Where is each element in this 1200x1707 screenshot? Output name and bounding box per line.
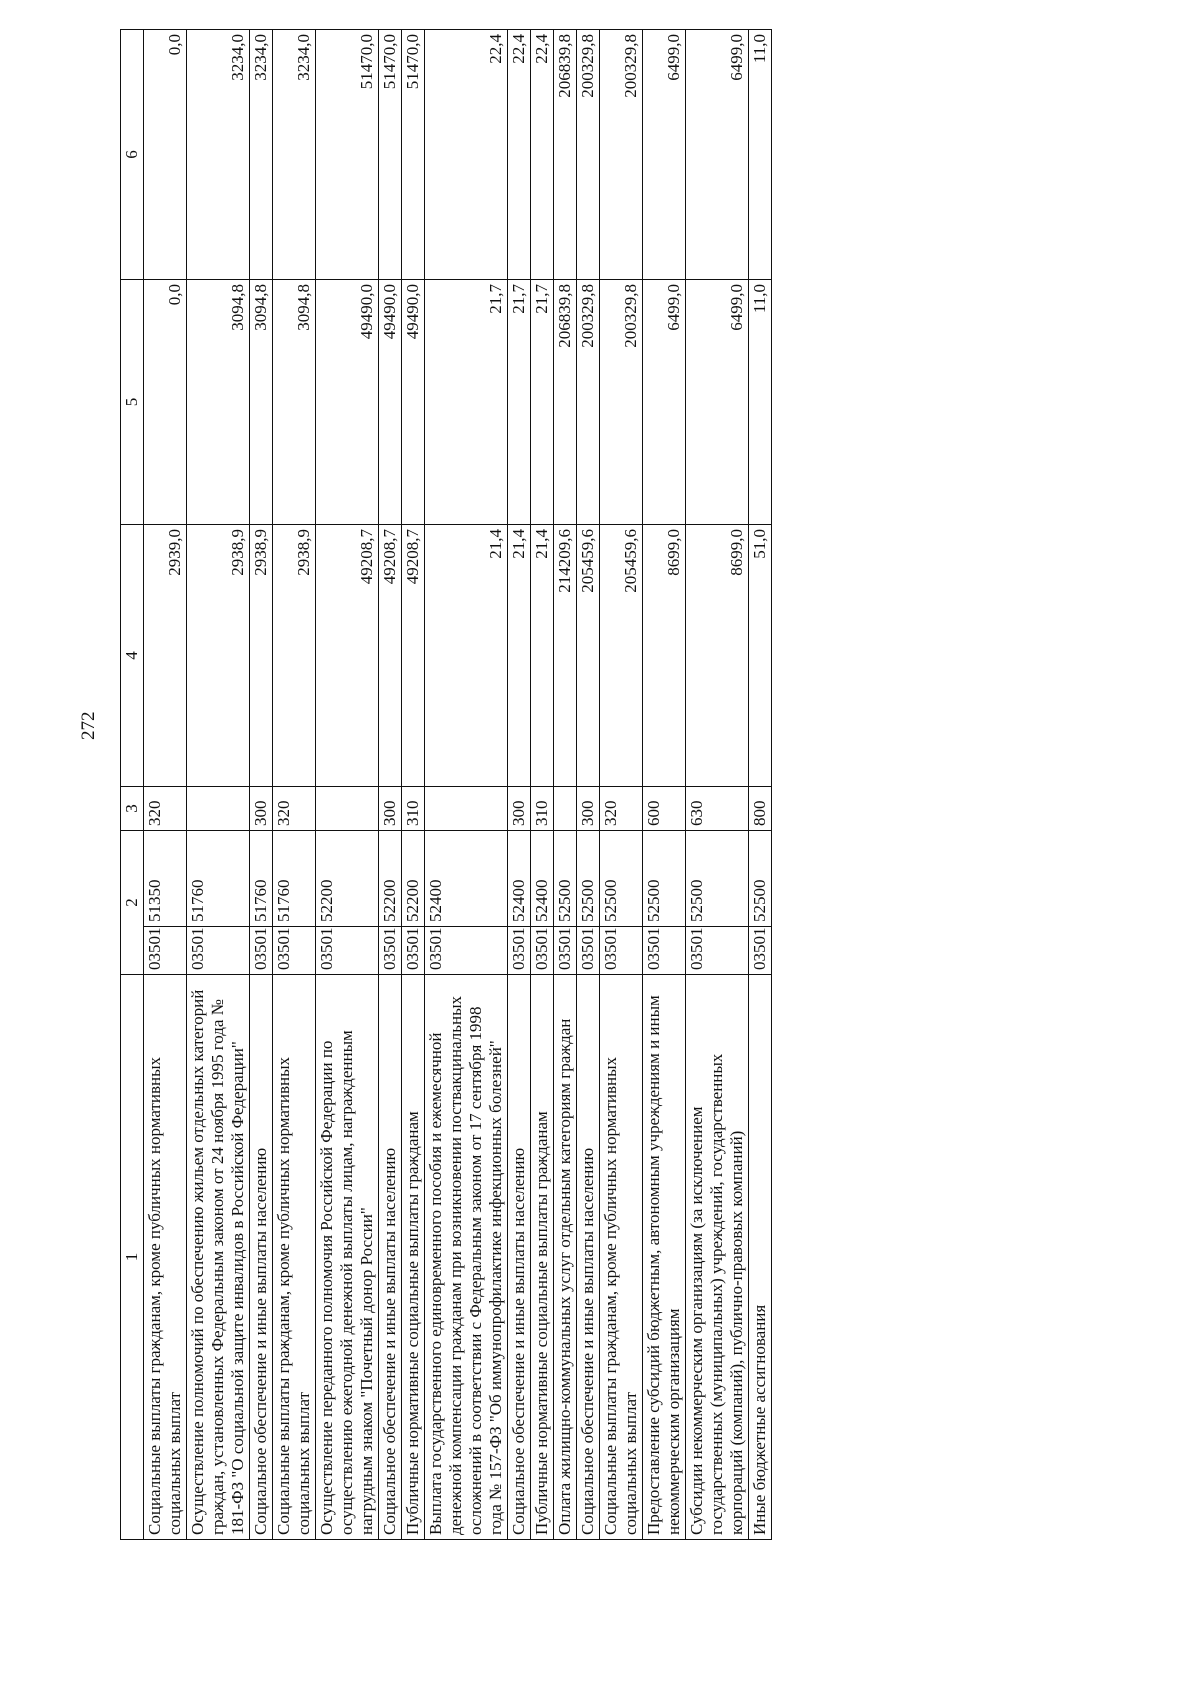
row-type	[187, 787, 250, 831]
row-name: Социальные выплаты гражданам, кроме публичных нормативных социальных выплат	[144, 975, 187, 1540]
row-value-6: 200329,8	[600, 30, 643, 280]
row-type: 320	[600, 787, 643, 831]
row-section: 03501	[531, 927, 554, 975]
table-row	[531, 30, 554, 1540]
table-row	[749, 30, 772, 1540]
table-row	[643, 30, 686, 1540]
header-col-2: 2	[121, 831, 144, 975]
row-section: 03501	[316, 927, 379, 975]
table-row	[187, 30, 250, 1540]
row-type: 300	[379, 787, 402, 831]
row-value-6: 200329,8	[577, 30, 600, 280]
row-value-6: 6499,0	[643, 30, 686, 280]
row-value-6: 0,0	[144, 30, 187, 280]
row-value-4: 2939,0	[144, 525, 187, 787]
row-value-4: 205459,6	[577, 525, 600, 787]
row-value-5: 206839,8	[554, 280, 577, 525]
row-value-4: 21,4	[508, 525, 531, 787]
row-name: Оплата жилищно-коммунальных услуг отдельным категориям граждан	[554, 975, 577, 1540]
row-code: 52500	[554, 831, 577, 927]
row-code: 51760	[273, 831, 316, 927]
table-row	[379, 30, 402, 1540]
table-row	[554, 30, 577, 1540]
row-code: 52400	[425, 831, 508, 927]
row-type: 800	[749, 787, 772, 831]
row-type	[425, 787, 508, 831]
row-value-6: 3234,0	[187, 30, 250, 280]
row-code: 52500	[577, 831, 600, 927]
table-row	[600, 30, 643, 1540]
row-code: 52500	[686, 831, 749, 927]
row-section: 03501	[144, 927, 187, 975]
row-code: 52500	[643, 831, 686, 927]
row-code: 52500	[749, 831, 772, 927]
row-value-4: 2938,9	[273, 525, 316, 787]
page-number: 272	[78, 711, 99, 740]
table-row	[508, 30, 531, 1540]
row-value-6: 22,4	[531, 30, 554, 280]
row-value-4: 49208,7	[402, 525, 425, 787]
row-name: Социальное обеспечение и иные выплаты населению	[379, 975, 402, 1540]
row-value-6: 6499,0	[686, 30, 749, 280]
row-value-4: 21,4	[425, 525, 508, 787]
row-code: 52400	[531, 831, 554, 927]
row-code: 52200	[402, 831, 425, 927]
row-type: 300	[577, 787, 600, 831]
row-value-5: 3094,8	[187, 280, 250, 525]
row-name: Субсидии некоммерческим организациям (за исключением государственных (муниципальных) учреждений, государственных корпораций (компаний), публично-правовых компаний)	[686, 975, 749, 1540]
table-row	[250, 30, 273, 1540]
header-col-4: 4	[121, 525, 144, 787]
row-section: 03501	[379, 927, 402, 975]
row-value-6: 3234,0	[250, 30, 273, 280]
table-row	[316, 30, 379, 1540]
row-code: 52400	[508, 831, 531, 927]
row-section: 03501	[250, 927, 273, 975]
row-name: Социальное обеспечение и иные выплаты населению	[577, 975, 600, 1540]
row-value-5: 11,0	[749, 280, 772, 525]
row-value-4: 2938,9	[187, 525, 250, 787]
row-section: 03501	[425, 927, 508, 975]
row-section: 03501	[686, 927, 749, 975]
row-value-4: 8699,0	[643, 525, 686, 787]
row-section: 03501	[402, 927, 425, 975]
row-code: 52200	[379, 831, 402, 927]
row-value-4: 214209,6	[554, 525, 577, 787]
row-value-4: 205459,6	[600, 525, 643, 787]
row-value-5: 21,7	[425, 280, 508, 525]
row-code: 51760	[187, 831, 250, 927]
row-section: 03501	[554, 927, 577, 975]
row-code: 51350	[144, 831, 187, 927]
row-name: Публичные нормативные социальные выплаты гражданам	[402, 975, 425, 1540]
row-name: Публичные нормативные социальные выплаты гражданам	[531, 975, 554, 1540]
row-section: 03501	[643, 927, 686, 975]
table-row	[402, 30, 425, 1540]
row-value-6: 51470,0	[379, 30, 402, 280]
table-row	[577, 30, 600, 1540]
header-col-3: 3	[121, 787, 144, 831]
row-type: 600	[643, 787, 686, 831]
row-code: 52200	[316, 831, 379, 927]
row-name: Осуществление полномочий по обеспечению жильем отдельных категорий граждан, установленных Федеральным законом от 24 ноября 1995 года № 181-ФЗ "О социальной защите инвалидов в Российской Федерации"	[187, 975, 250, 1540]
row-name: Социальные выплаты гражданам, кроме публичных нормативных социальных выплат	[600, 975, 643, 1540]
row-value-4: 8699,0	[686, 525, 749, 787]
row-type	[554, 787, 577, 831]
row-value-4: 21,4	[531, 525, 554, 787]
row-section: 03501	[600, 927, 643, 975]
row-section: 03501	[577, 927, 600, 975]
row-value-5: 6499,0	[643, 280, 686, 525]
row-section: 03501	[749, 927, 772, 975]
row-name: Социальное обеспечение и иные выплаты населению	[508, 975, 531, 1540]
row-value-5: 21,7	[508, 280, 531, 525]
budget-table	[120, 29, 772, 1540]
row-name: Социальные выплаты гражданам, кроме публичных нормативных социальных выплат	[273, 975, 316, 1540]
row-name: Иные бюджетные ассигнования	[749, 975, 772, 1540]
row-value-5: 49490,0	[316, 280, 379, 525]
row-code: 51760	[250, 831, 273, 927]
table-row	[425, 30, 508, 1540]
row-name: Социальное обеспечение и иные выплаты населению	[250, 975, 273, 1540]
row-value-6: 22,4	[508, 30, 531, 280]
row-value-6: 11,0	[749, 30, 772, 280]
row-value-5: 3094,8	[273, 280, 316, 525]
row-value-5: 6499,0	[686, 280, 749, 525]
row-name: Осуществление переданного полномочия Российской Федерации по осуществлению ежегодной денежной выплаты лицам, награжденным нагрудным знаком "Почетный донор России"	[316, 975, 379, 1540]
row-type: 300	[508, 787, 531, 831]
row-value-4: 2938,9	[250, 525, 273, 787]
row-value-5: 0,0	[144, 280, 187, 525]
table-row	[686, 30, 749, 1540]
row-type: 310	[531, 787, 554, 831]
row-value-4: 49208,7	[379, 525, 402, 787]
row-type: 630	[686, 787, 749, 831]
row-name: Предоставление субсидий бюджетным, автономным учреждениям и иным некоммерческим организациям	[643, 975, 686, 1540]
row-value-5: 3094,8	[250, 280, 273, 525]
row-value-4: 49208,7	[316, 525, 379, 787]
row-value-6: 3234,0	[273, 30, 316, 280]
row-code: 52500	[600, 831, 643, 927]
row-type	[316, 787, 379, 831]
rotated-table-container	[120, 30, 1040, 1540]
row-type: 310	[402, 787, 425, 831]
table-row	[144, 30, 187, 1540]
row-section: 03501	[187, 927, 250, 975]
row-value-5: 200329,8	[577, 280, 600, 525]
row-value-5: 200329,8	[600, 280, 643, 525]
row-value-6: 51470,0	[316, 30, 379, 280]
row-value-4: 51,0	[749, 525, 772, 787]
row-value-5: 21,7	[531, 280, 554, 525]
row-value-6: 51470,0	[402, 30, 425, 280]
row-type: 320	[273, 787, 316, 831]
header-row	[121, 30, 144, 1540]
row-name: Выплата государственного единовременного пособия и ежемесячной денежной компенсации гражданам при возникновении поствакцинальных осложнений в соответствии с Федеральным законом от 17 сентября 1998 года № 157-ФЗ "Об иммунопрофилактике инфекционных болезней"	[425, 975, 508, 1540]
row-value-6: 206839,8	[554, 30, 577, 280]
row-type: 320	[144, 787, 187, 831]
row-value-5: 49490,0	[379, 280, 402, 525]
table-row	[273, 30, 316, 1540]
row-section: 03501	[508, 927, 531, 975]
header-col-6: 6	[121, 30, 144, 280]
row-value-5: 49490,0	[402, 280, 425, 525]
row-value-6: 22,4	[425, 30, 508, 280]
row-section: 03501	[273, 927, 316, 975]
row-type: 300	[250, 787, 273, 831]
header-col-1: 1	[121, 975, 144, 1540]
header-col-5: 5	[121, 280, 144, 525]
